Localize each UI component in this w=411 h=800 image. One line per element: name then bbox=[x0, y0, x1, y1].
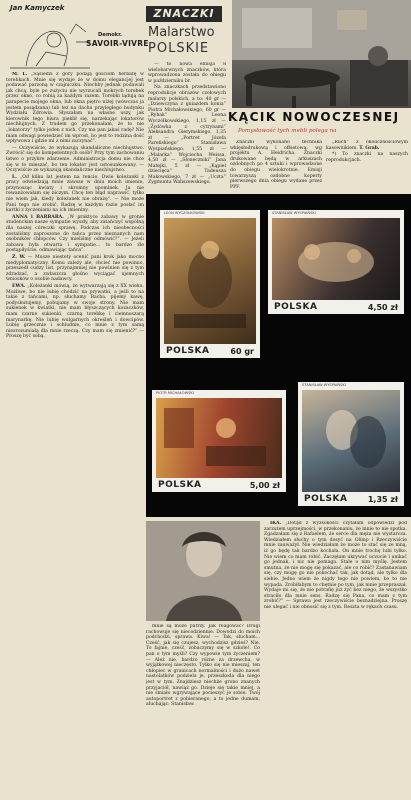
kacik-caption bbox=[326, 140, 408, 192]
znaczki-title: Malarstwo bbox=[148, 25, 215, 40]
stamp-artwork bbox=[302, 390, 400, 492]
rubric-title: SAVOIR-VIVRE bbox=[86, 39, 149, 48]
reader-photo bbox=[146, 521, 260, 621]
bottom-right-text bbox=[264, 521, 407, 794]
bottom-middle-text bbox=[146, 624, 260, 794]
paragraph: IKA. „Dotąd z wyzsokości czytałam odpowiedzi pod zarzutem uprzejmości, w przekonaniu, że mnie to nie spotka. Zgadzałam się z Rafaelem, że serce dla męża nie wystarcza. Wiedziałem słuchy o tym dosyć na Olimp i Rzeczywiście mnie zauważył. Nie wiedziałam że może to stać się ze mną, iż go będę tak bardzo kochała. On mnie trochę lubi tylko. Nie wiem co mam robić. Zaczęłam ukrywać uczucie i unikać go jednak, i nic nie pomaga. Stale o nim myślę. Jestem smutna, że nie mogę się pokazać, ale co robić? Zastanawiam się, czy mogę go nie pokochać tak, jak dotąd, ale tylko dla siebie. Jedno wiem że nigdy tego nie powiem, bo to nie wypada. Zrobiłabym to chętnie po tym, jak mnie przepraszał. Wydaje mi się, że nie potrafię już żyć bez niego, że wszystko straciło dla mnie sens. Radzę się Pana, co mam z tym zrobić?” — Sprawa jest rzeczywiście beznadziejna. Proszę nie ulegać i nie obnosić się z tym. Reszta w rękach czasu. bbox=[264, 521, 407, 610]
paragraph: EWA. „Koleżanki mówią, że wytwarzają się z XX wieku. Możliwe, bo nie lubię chodzić na prywatki, a jeśli to na takie z tańcami, np. słuchamy Bacha, pijemy kawę, podyskutujemy, pobujamy w swoje strony. Nie mam sukienek w kwiatki, nie mam błyszczących kozaczków, mam czarne sukienki, czarną torebkę i ciemnoszarą marynarkę. Nie lubię wulgarnych określeń i dowcipów. Lubię grzecznie i schludnie, co mnie z tym samą niezrozumiałą dla mnie rzeczą. Czy mam się zmienić?” — Proszę być sobą. bbox=[6, 283, 144, 340]
stamp bbox=[160, 210, 260, 358]
stamp bbox=[298, 382, 404, 506]
photo-image bbox=[232, 0, 411, 108]
stamp-country: POLSKA bbox=[274, 302, 318, 312]
stamp-country: POLSKA bbox=[166, 346, 210, 356]
caption-text: „Ruch” z okolicznościowym kasownikiem. T. Grab. bbox=[326, 140, 408, 151]
stamp-artwork bbox=[164, 218, 256, 344]
stamp bbox=[268, 210, 404, 314]
kacik-title: KĄCIK NOWOCZESNEJ bbox=[228, 110, 400, 124]
znaczki-body: Na znaczkach przedstawiono reprodukcje obrazów czołowych malarzy polskich, a to: 40 gr — „Dziewczyna z gniazdem konia” Piotra Michałowskiego, 60 gr — „Rybak” Leona Wyczółkowskiego, 1,15 zł — „Żydówka z cytrynami” Aleksandra Gierymskiego, 1,35 zł — „Portret Józefa Pareńskiego” Stanisława Wyspiańskiego, 1,55 zł — „Malarka” Wojciecha Weissa, 4,50 zł — „Słoneczniki” Jana Matejki, 5 zł — „Kąpiel dziecięca” Tadeusza Makowskiego, 7 zł — „Uczta” Zygmunta Waliszewskiego. bbox=[148, 85, 226, 186]
author-header bbox=[6, 6, 144, 70]
znaczki-body-2: Znaczki wykonano technika wklęsłodrukową i offsetową, wg projektu A. Heidricha. Znaczki drukowane będą w arkuszach ozdobnych po 4 sztuki i wprowadzone do obiegu wielokrotnie. Emisji towarzyszą ozdobne koperty pierwszego dnia obiegu wydane przez PPF. bbox=[230, 140, 322, 190]
znaczki-subtitle: POLSKIE bbox=[148, 41, 210, 56]
znaczki-text bbox=[148, 62, 226, 192]
paragraph: ANNA i BARBARA. „W praktyce zabawy w gronie studenckim nasze sympatie wyszły, aby zatańczyć wspólną dla naszej córeczki sprawę. Podczas ich nieobecności zostaliśmy zaproszone do tańca przez nieznanych nam osobników chłopców. Czy mieliśmy odmówić?”. — Jeżeli zabawa była otwarta i sympatie... to bardzo źle postąpiłyście, odmawiając tańca”. bbox=[6, 214, 144, 254]
section-badge: ZNACZKI bbox=[146, 6, 222, 22]
paragraph: Z. W. — Musze niestety ocenić pani krok jako mocno niedyplomatyczny. Komu zależy ale, chcieć nie powinno, przeszedł cudzy list, przynajmniej nie powinien się z tym zdradzać, a zwłaszcza głośno wyciągać ujemnych wniosków o osobie nadawcy. bbox=[6, 255, 144, 283]
photo-image bbox=[146, 521, 260, 621]
stamp-value: 5,00 zł bbox=[249, 481, 280, 490]
left-article-text bbox=[6, 72, 144, 794]
paragraph: — Oczywiście, że wykazują skandaliczne niechlujstwo. Zwrócić się do kompetentnych osób? Przy tym zachowaniu łatwo o przykre zdarzenie. Administracja domu nie chce się w to mieszać, bo ten lokator jest ustosunkowany. — Oczywiście ze wykazują skandaliczne niechlujstwo. bbox=[6, 145, 144, 174]
stamp-artist: PIOTR MICHAŁOWSKI bbox=[156, 391, 194, 395]
stamp-artwork bbox=[156, 398, 282, 478]
stamp-artwork bbox=[272, 218, 400, 300]
rubric-label: Demokr. bbox=[98, 32, 123, 38]
caption-note: *) To znaczki na naszych reprodukcjach. bbox=[326, 152, 408, 163]
furniture-photo bbox=[232, 0, 411, 108]
paragraph: L. „Od kilku lat jestem na rencie. Dwie koleżanki z pracy odwiedzają mnie zawsze w dniu moich imienin, przynosząc kwiaty i skromny upominek. Ja nie rewanżowałam się niczym. Chcę ten błąd naprawić, tylko nie wiem jak, kiedy koleżanek nie obrażę”. — Nie może Pani tego nie zrobić. Radzę w każdym razie posłać im kartki z życzeniami na ich imieniny. bbox=[6, 174, 144, 214]
stamp-artist: LEON WYCZÓŁKOWSKI bbox=[164, 211, 205, 215]
stamp-artist: STANISŁAW WYSPIAŃSKI bbox=[272, 211, 316, 215]
stamp-country: POLSKA bbox=[304, 494, 348, 504]
caricature-sketch bbox=[6, 6, 144, 70]
znaczki-intro: — to nowa emisja 8 wielobarwnych znaczków, która wprowadzona została do obiegu w październiku br. bbox=[148, 62, 226, 84]
kacik-subtitle: Pomysłowość tych mebli polega na bbox=[238, 128, 337, 134]
author-name: Jan Kamyczek bbox=[10, 4, 65, 12]
stamp-value: 60 gr bbox=[230, 347, 254, 356]
paragraph: M. L. „Sąsiedzi z góry podają gościom herbatę w torebkach. Mnie się wydaje że w domu elegancjej jest podawać parzoną w czajniczku. Niechby jednak podawali jak chcą, byle po zużyciu nie wyrzucali mokrych torebek przez okno, co robią za każdym razem. Torebki lądują na parapecie mojego okna, lub okna piętro niżej (wówczas ja jestem posądzana) lub też na dachu przyległego budynku Wydziału Zdrowia. Słyszałam na własne uszy, jak kierownik tego biura pieklił się, narzekając lokatorów niechlujnych. Z trudem go przekonałam, że to nie „lokatorzy” tylko jeden z nich. Czy ma pan jakaś radę? Nie mam odwagi powiedzieć im wprost, bo jest to rodzina dość wpływowa i gdzie mi z nimi zaczynać”. bbox=[6, 72, 144, 145]
stamp-value: 1,35 zł bbox=[367, 495, 398, 504]
stamp-country: POLSKA bbox=[158, 480, 202, 490]
stamp bbox=[152, 390, 286, 492]
stamp-sheet bbox=[146, 194, 411, 517]
stamp-artist: STANISŁAW WYSPIAŃSKI bbox=[302, 383, 346, 387]
stamp-value: 4,50 zł bbox=[367, 303, 398, 312]
znaczki-text-cont bbox=[230, 140, 322, 192]
paragraph: mnie są może patrzy. Jak reagować? Drugi rachowuje się niecodziennie. Dowodzi do moich podchodzi, sprawa. Kiwa! — Tak, słucham... Cześć, jak się czujesz, wychodzisz gdzieś? Nie. To fajnie, cześć, zobaczymy się w szkole!. Co pan o tym myśli? Czy wypowie tym życzeniem? — Ależ nie, bardzo różne za drzewcha, w wyjątkowej nieczęsto. Tylko się nie mieszaj, ten chłopiec w granicach normalności i dużo nawet nastolatków podziela je, przeszkoda dla niego jest w tym. Znajdziesz niechże grono znanych przyjaciół, nawiąż go. Dzieje się takie mniej, a nie śmiało wgrywające pocieszyć je sobie. Twój autoportret z pobieranego, a to jedne dumam, aluchając: Stanisław. bbox=[146, 624, 260, 708]
